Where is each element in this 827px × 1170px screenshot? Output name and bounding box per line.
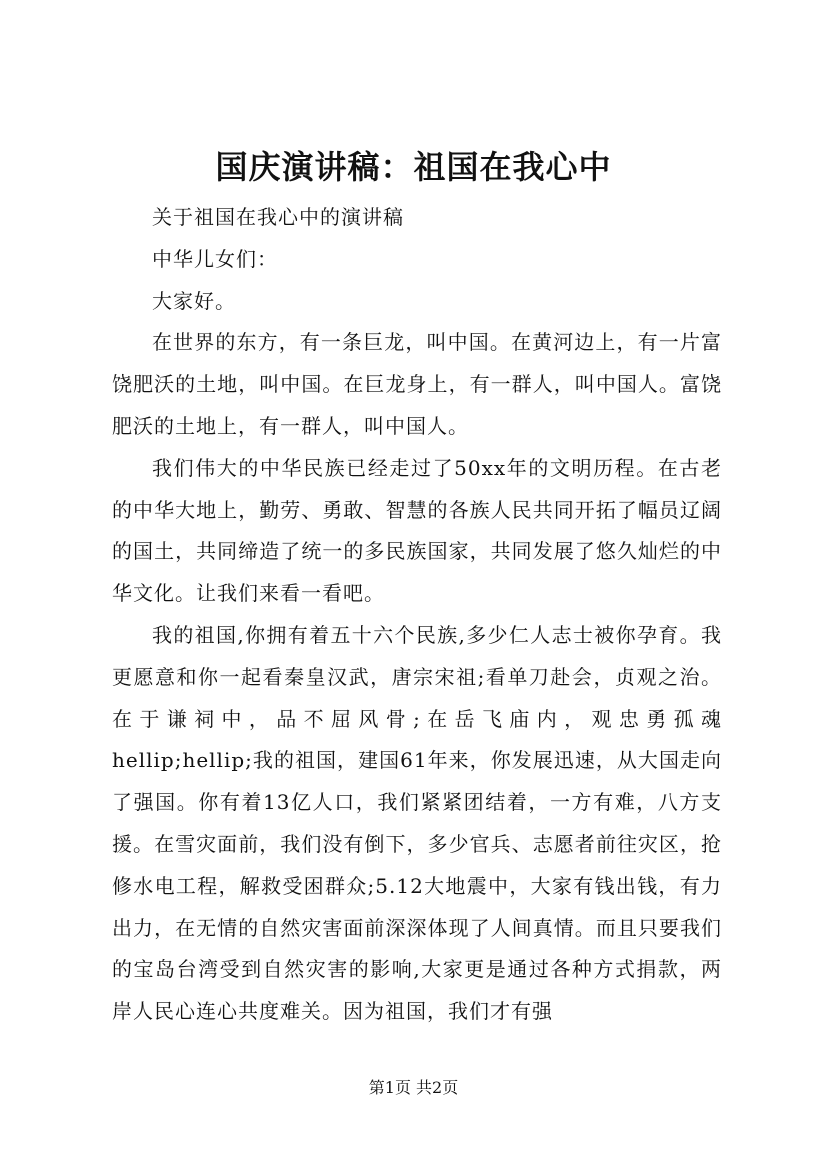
- document-title: 国庆演讲稿：祖国在我心中: [215, 148, 612, 186]
- paragraph-body: 在世界的东方，有一条巨龙，叫中国。在黄河边上，有一片富饶肥沃的土地，叫中国。在巨龙身上，有一群人，叫中国人。富饶肥沃的土地上，有一群人，叫中国人。: [112, 330, 722, 438]
- paragraph-greeting: 大家好。: [152, 288, 236, 313]
- paragraph-salutation: 中华儿女们：: [152, 246, 278, 271]
- document-body: [112, 197, 722, 1033]
- paragraph-subtitle: 关于祖国在我心中的演讲稿: [152, 205, 404, 229]
- paragraph-body: 我们伟大的中华民族已经走过了50xx年的文明历程。在古老的中华大地上，勤劳、勇敢、智慧的各族人民共同开拓了幅员辽阔的国土，共同缔造了统一的多民族国家，共同发展了悠久灿烂的中华文化。让我们来看一看吧。: [112, 455, 722, 606]
- page-number-footer: 第1页 共2页: [368, 1078, 459, 1097]
- paragraph-body: 我的祖国,你拥有着五十六个民族,多少仁人志士被你孕育。我更愿意和你一起看秦皇汉武，唐宗宋祖;看单刀赴会，贞观之治。在于谦祠中，品不屈风骨;在岳飞庙内，观忠勇孤魂hellip;hellip;我的祖国，建国61年来，你发展迅速，从大国走向了强国。你有着13亿人口，我们紧紧团结着，一方有难，八方支援。在雪灾面前，我们没有倒下，多少官兵、志愿者前往灾区，抢修水电工程，解救受困群众;5.12大地震中，大家有钱出钱，有力出力，在无情的自然灾害面前深深体现了人间真情。而且只要我们的宝岛台湾受到自然灾害的影响,大家更是通过各种方式捐款，两岸人民心连心共度难关。因为祖国，我们才有强: [112, 622, 722, 1024]
